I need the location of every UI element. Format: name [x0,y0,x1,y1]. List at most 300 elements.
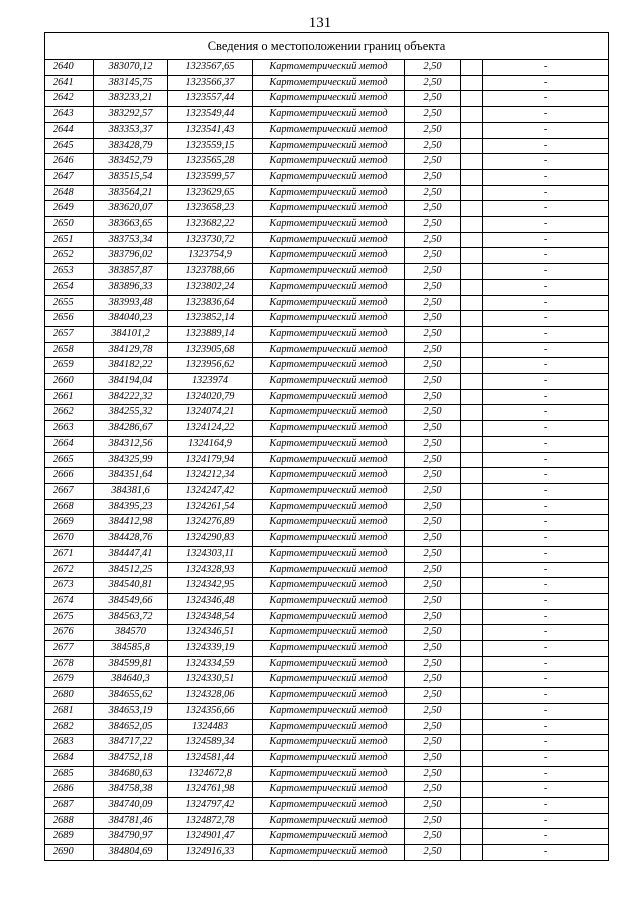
x-coordinate-cell: 383145,75 [94,75,168,91]
point-number-cell: 2646 [45,154,94,170]
note-cell: - [483,766,609,782]
x-coordinate-cell: 383796,02 [94,248,168,264]
table-row [45,829,609,845]
table-row [45,232,609,248]
accuracy-cell: 2,50 [405,829,461,845]
accuracy-cell: 2,50 [405,515,461,531]
y-coordinate-cell: 1324328,93 [168,562,253,578]
y-coordinate-cell: 1323658,23 [168,201,253,217]
table-row [45,798,609,814]
x-coordinate-cell: 384286,67 [94,421,168,437]
method-cell: Картометрический метод [253,185,405,201]
y-coordinate-cell: 1324483 [168,719,253,735]
note-cell: - [483,703,609,719]
point-number-cell: 2680 [45,688,94,704]
y-coordinate-cell: 1324212,34 [168,468,253,484]
method-cell: Картометрический метод [253,703,405,719]
method-cell: Картометрический метод [253,468,405,484]
point-number-cell: 2688 [45,813,94,829]
note-cell: - [483,185,609,201]
table-row [45,562,609,578]
table-row [45,185,609,201]
x-coordinate-cell: 384395,23 [94,499,168,515]
table-row [45,468,609,484]
empty-cell [461,468,483,484]
point-number-cell: 2659 [45,358,94,374]
x-coordinate-cell: 384040,23 [94,311,168,327]
empty-cell [461,60,483,76]
table-row [45,248,609,264]
point-number-cell: 2641 [45,75,94,91]
accuracy-cell: 2,50 [405,248,461,264]
y-coordinate-cell: 1323905,68 [168,342,253,358]
x-coordinate-cell: 384101,2 [94,326,168,342]
table-row [45,154,609,170]
method-cell: Картометрический метод [253,609,405,625]
y-coordinate-cell: 1323557,44 [168,91,253,107]
empty-cell [461,672,483,688]
y-coordinate-cell: 1324342,95 [168,578,253,594]
method-cell: Картометрический метод [253,389,405,405]
table-row [45,264,609,280]
accuracy-cell: 2,50 [405,766,461,782]
table-row [45,91,609,107]
empty-cell [461,703,483,719]
method-cell: Картометрический метод [253,641,405,657]
table-row [45,609,609,625]
table-row [45,656,609,672]
empty-cell [461,782,483,798]
accuracy-cell: 2,50 [405,782,461,798]
note-cell: - [483,405,609,421]
point-number-cell: 2687 [45,798,94,814]
x-coordinate-cell: 384129,78 [94,342,168,358]
empty-cell [461,264,483,280]
accuracy-cell: 2,50 [405,562,461,578]
note-cell: - [483,499,609,515]
x-coordinate-cell: 383070,12 [94,60,168,76]
point-number-cell: 2664 [45,436,94,452]
y-coordinate-cell: 1324672,8 [168,766,253,782]
x-coordinate-cell: 384381,6 [94,483,168,499]
empty-cell [461,326,483,342]
method-cell: Картометрический метод [253,813,405,829]
empty-cell [461,107,483,123]
method-cell: Картометрический метод [253,562,405,578]
accuracy-cell: 2,50 [405,107,461,123]
accuracy-cell: 2,50 [405,593,461,609]
note-cell: - [483,75,609,91]
y-coordinate-cell: 1324179,94 [168,452,253,468]
x-coordinate-cell: 383993,48 [94,295,168,311]
point-number-cell: 2679 [45,672,94,688]
y-coordinate-cell: 1323754,9 [168,248,253,264]
x-coordinate-cell: 384655,62 [94,688,168,704]
x-coordinate-cell: 384804,69 [94,845,168,861]
x-coordinate-cell: 384640,3 [94,672,168,688]
page-number: 131 [308,15,332,31]
note-cell: - [483,154,609,170]
accuracy-cell: 2,50 [405,60,461,76]
y-coordinate-cell: 1324797,42 [168,798,253,814]
point-number-cell: 2661 [45,389,94,405]
point-number-cell: 2643 [45,107,94,123]
empty-cell [461,154,483,170]
x-coordinate-cell: 383452,79 [94,154,168,170]
point-number-cell: 2675 [45,609,94,625]
point-number-cell: 2690 [45,845,94,861]
y-coordinate-cell: 1323559,15 [168,138,253,154]
y-coordinate-cell: 1324290,83 [168,531,253,547]
table-row [45,546,609,562]
table-row [45,436,609,452]
y-coordinate-cell: 1323836,64 [168,295,253,311]
accuracy-cell: 2,50 [405,279,461,295]
point-number-cell: 2640 [45,60,94,76]
note-cell: - [483,562,609,578]
table-row [45,421,609,437]
empty-cell [461,546,483,562]
x-coordinate-cell: 384758,38 [94,782,168,798]
table-row [45,499,609,515]
table-row [45,60,609,76]
note-cell: - [483,688,609,704]
method-cell: Картометрический метод [253,75,405,91]
table-row [45,719,609,735]
method-cell: Картометрический метод [253,735,405,751]
point-number-cell: 2682 [45,719,94,735]
empty-cell [461,719,483,735]
y-coordinate-cell: 1323565,28 [168,154,253,170]
note-cell: - [483,641,609,657]
note-cell: - [483,578,609,594]
table-row [45,311,609,327]
y-coordinate-cell: 1323889,14 [168,326,253,342]
accuracy-cell: 2,50 [405,389,461,405]
table-row [45,326,609,342]
y-coordinate-cell: 1323629,65 [168,185,253,201]
note-cell: - [483,845,609,861]
accuracy-cell: 2,50 [405,295,461,311]
x-coordinate-cell: 384563,72 [94,609,168,625]
y-coordinate-cell: 1324247,42 [168,483,253,499]
x-coordinate-cell: 384428,76 [94,531,168,547]
x-coordinate-cell: 383233,21 [94,91,168,107]
method-cell: Картометрический метод [253,625,405,641]
x-coordinate-cell: 384412,98 [94,515,168,531]
table-row [45,374,609,390]
method-cell: Картометрический метод [253,531,405,547]
note-cell: - [483,798,609,814]
table-row [45,279,609,295]
table-row [45,122,609,138]
accuracy-cell: 2,50 [405,609,461,625]
x-coordinate-cell: 384351,64 [94,468,168,484]
empty-cell [461,311,483,327]
table-row [45,625,609,641]
point-number-cell: 2686 [45,782,94,798]
note-cell: - [483,232,609,248]
accuracy-cell: 2,50 [405,122,461,138]
x-coordinate-cell: 383564,21 [94,185,168,201]
y-coordinate-cell: 1323974 [168,374,253,390]
note-cell: - [483,201,609,217]
point-number-cell: 2671 [45,546,94,562]
method-cell: Картометрический метод [253,60,405,76]
y-coordinate-cell: 1323566,37 [168,75,253,91]
accuracy-cell: 2,50 [405,452,461,468]
empty-cell [461,798,483,814]
x-coordinate-cell: 384549,66 [94,593,168,609]
empty-cell [461,499,483,515]
accuracy-cell: 2,50 [405,798,461,814]
point-number-cell: 2669 [45,515,94,531]
accuracy-cell: 2,50 [405,735,461,751]
table-row [45,483,609,499]
method-cell: Картометрический метод [253,154,405,170]
point-number-cell: 2662 [45,405,94,421]
empty-cell [461,766,483,782]
table-row [45,703,609,719]
y-coordinate-cell: 1324356,66 [168,703,253,719]
accuracy-cell: 2,50 [405,374,461,390]
accuracy-cell: 2,50 [405,483,461,499]
table-row [45,813,609,829]
empty-cell [461,641,483,657]
note-cell: - [483,217,609,233]
table-row [45,107,609,123]
accuracy-cell: 2,50 [405,546,461,562]
note-cell: - [483,719,609,735]
y-coordinate-cell: 1324901,47 [168,829,253,845]
method-cell: Картометрический метод [253,279,405,295]
empty-cell [461,122,483,138]
point-number-cell: 2644 [45,122,94,138]
table-row [45,578,609,594]
table-row [45,672,609,688]
x-coordinate-cell: 383620,07 [94,201,168,217]
point-number-cell: 2670 [45,531,94,547]
point-number-cell: 2684 [45,750,94,766]
y-coordinate-cell: 1324346,48 [168,593,253,609]
empty-cell [461,217,483,233]
y-coordinate-cell: 1323802,24 [168,279,253,295]
empty-cell [461,295,483,311]
x-coordinate-cell: 384222,32 [94,389,168,405]
table-row [45,389,609,405]
empty-cell [461,750,483,766]
method-cell: Картометрический метод [253,515,405,531]
empty-cell [461,169,483,185]
empty-cell [461,374,483,390]
note-cell: - [483,169,609,185]
accuracy-cell: 2,50 [405,138,461,154]
accuracy-cell: 2,50 [405,201,461,217]
empty-cell [461,813,483,829]
note-cell: - [483,593,609,609]
accuracy-cell: 2,50 [405,342,461,358]
note-cell: - [483,546,609,562]
note-cell: - [483,342,609,358]
x-coordinate-cell: 384312,56 [94,436,168,452]
method-cell: Картометрический метод [253,766,405,782]
boundary-coordinates-table [44,32,609,861]
note-cell: - [483,311,609,327]
x-coordinate-cell: 384325,99 [94,452,168,468]
x-coordinate-cell: 383515,54 [94,169,168,185]
y-coordinate-cell: 1324261,54 [168,499,253,515]
accuracy-cell: 2,50 [405,185,461,201]
note-cell: - [483,735,609,751]
point-number-cell: 2655 [45,295,94,311]
note-cell: - [483,483,609,499]
accuracy-cell: 2,50 [405,436,461,452]
accuracy-cell: 2,50 [405,154,461,170]
method-cell: Картометрический метод [253,326,405,342]
table-row [45,641,609,657]
point-number-cell: 2650 [45,217,94,233]
y-coordinate-cell: 1324164,9 [168,436,253,452]
accuracy-cell: 2,50 [405,468,461,484]
method-cell: Картометрический метод [253,750,405,766]
point-number-cell: 2654 [45,279,94,295]
accuracy-cell: 2,50 [405,499,461,515]
empty-cell [461,358,483,374]
x-coordinate-cell: 384512,25 [94,562,168,578]
accuracy-cell: 2,50 [405,719,461,735]
empty-cell [461,138,483,154]
note-cell: - [483,609,609,625]
accuracy-cell: 2,50 [405,578,461,594]
note-cell: - [483,515,609,531]
method-cell: Картометрический метод [253,798,405,814]
accuracy-cell: 2,50 [405,358,461,374]
note-cell: - [483,107,609,123]
point-number-cell: 2653 [45,264,94,280]
note-cell: - [483,264,609,280]
method-cell: Картометрический метод [253,829,405,845]
point-number-cell: 2649 [45,201,94,217]
point-number-cell: 2677 [45,641,94,657]
method-cell: Картометрический метод [253,436,405,452]
method-cell: Картометрический метод [253,201,405,217]
y-coordinate-cell: 1324328,06 [168,688,253,704]
method-cell: Картометрический метод [253,483,405,499]
empty-cell [461,562,483,578]
table-row [45,217,609,233]
note-cell: - [483,531,609,547]
accuracy-cell: 2,50 [405,311,461,327]
x-coordinate-cell: 384717,22 [94,735,168,751]
y-coordinate-cell: 1324346,51 [168,625,253,641]
method-cell: Картометрический метод [253,782,405,798]
y-coordinate-cell: 1323599,57 [168,169,253,185]
empty-cell [461,609,483,625]
y-coordinate-cell: 1323682,22 [168,217,253,233]
point-number-cell: 2652 [45,248,94,264]
point-number-cell: 2658 [45,342,94,358]
point-number-cell: 2673 [45,578,94,594]
x-coordinate-cell: 384653,19 [94,703,168,719]
table-row [45,405,609,421]
table-row [45,845,609,861]
table-row [45,531,609,547]
x-coordinate-cell: 384540,81 [94,578,168,594]
accuracy-cell: 2,50 [405,326,461,342]
empty-cell [461,279,483,295]
accuracy-cell: 2,50 [405,656,461,672]
note-cell: - [483,279,609,295]
note-cell: - [483,421,609,437]
point-number-cell: 2656 [45,311,94,327]
method-cell: Картометрический метод [253,122,405,138]
note-cell: - [483,782,609,798]
accuracy-cell: 2,50 [405,845,461,861]
empty-cell [461,248,483,264]
note-cell: - [483,625,609,641]
method-cell: Картометрический метод [253,232,405,248]
method-cell: Картометрический метод [253,672,405,688]
method-cell: Картометрический метод [253,248,405,264]
table-title-row [45,33,609,60]
y-coordinate-cell: 1323852,14 [168,311,253,327]
x-coordinate-cell: 384599,81 [94,656,168,672]
x-coordinate-cell: 383663,65 [94,217,168,233]
x-coordinate-cell: 383896,33 [94,279,168,295]
method-cell: Картометрический метод [253,688,405,704]
method-cell: Картометрический метод [253,593,405,609]
x-coordinate-cell: 384740,09 [94,798,168,814]
y-coordinate-cell: 1324124,22 [168,421,253,437]
accuracy-cell: 2,50 [405,421,461,437]
x-coordinate-cell: 384570 [94,625,168,641]
table-row [45,782,609,798]
x-coordinate-cell: 384194,04 [94,374,168,390]
x-coordinate-cell: 383353,37 [94,122,168,138]
table-row [45,515,609,531]
empty-cell [461,75,483,91]
accuracy-cell: 2,50 [405,750,461,766]
y-coordinate-cell: 1324339,19 [168,641,253,657]
accuracy-cell: 2,50 [405,813,461,829]
y-coordinate-cell: 1324074,21 [168,405,253,421]
empty-cell [461,515,483,531]
note-cell: - [483,452,609,468]
empty-cell [461,91,483,107]
point-number-cell: 2667 [45,483,94,499]
point-number-cell: 2668 [45,499,94,515]
method-cell: Картометрический метод [253,405,405,421]
method-cell: Картометрический метод [253,499,405,515]
point-number-cell: 2645 [45,138,94,154]
note-cell: - [483,60,609,76]
point-number-cell: 2642 [45,91,94,107]
method-cell: Картометрический метод [253,656,405,672]
method-cell: Картометрический метод [253,295,405,311]
method-cell: Картометрический метод [253,138,405,154]
y-coordinate-cell: 1324761,98 [168,782,253,798]
point-number-cell: 2663 [45,421,94,437]
method-cell: Картометрический метод [253,358,405,374]
note-cell: - [483,295,609,311]
empty-cell [461,405,483,421]
empty-cell [461,735,483,751]
note-cell: - [483,656,609,672]
table-row [45,688,609,704]
x-coordinate-cell: 384255,32 [94,405,168,421]
empty-cell [461,185,483,201]
x-coordinate-cell: 384790,97 [94,829,168,845]
